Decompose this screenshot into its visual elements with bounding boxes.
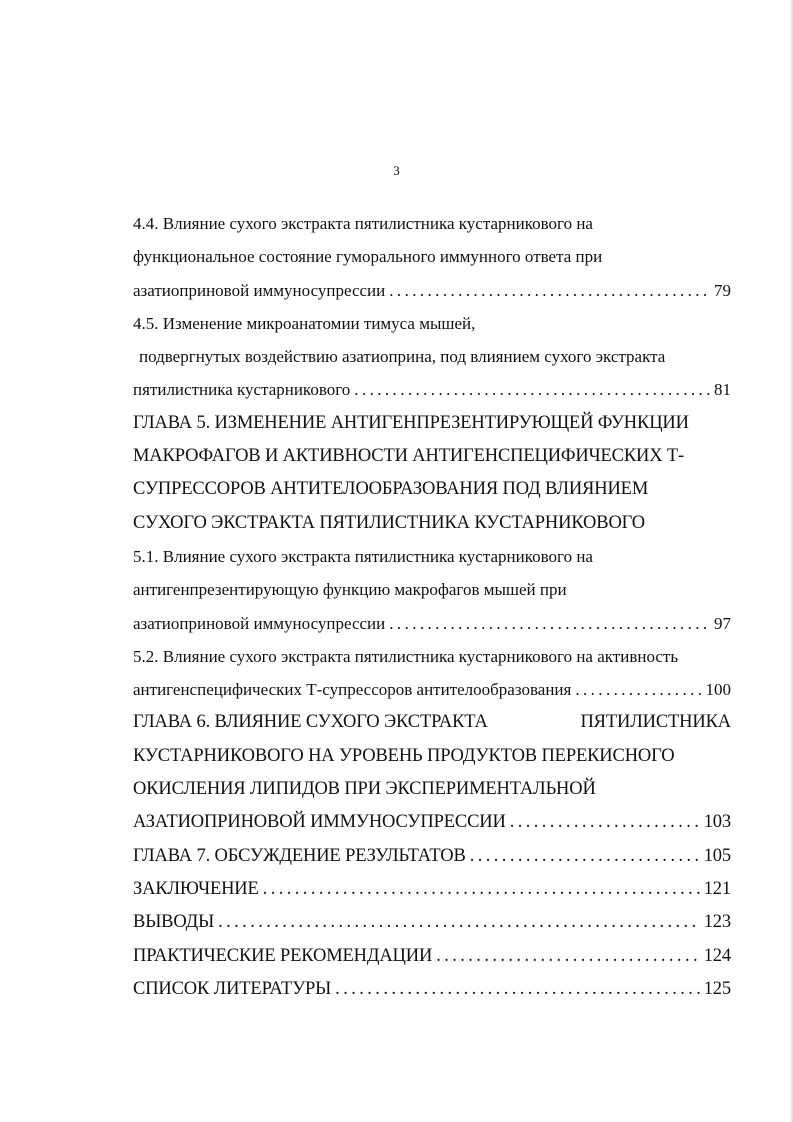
chapter-title-line: МАКРОФАГОВ И АКТИВНОСТИ АНТИГЕНСПЕЦИФИЧЕСКИХ Т-: [133, 446, 685, 467]
entry-title-line: азатиоприновой иммуносупрессии: [133, 613, 386, 633]
dot-leader: [510, 806, 700, 839]
dot-leader: [470, 840, 700, 873]
toc-references[interactable]: [133, 973, 731, 1006]
chapter-leader-line: [133, 873, 731, 906]
page-ref: 97: [714, 613, 731, 633]
toc-chapter-5[interactable]: [133, 407, 731, 540]
dot-leader: [218, 906, 700, 939]
chapter-title-line: ВЫВОДЫ: [133, 912, 215, 933]
page-ref: 124: [703, 945, 731, 966]
toc-entry-5-2[interactable]: [133, 640, 731, 707]
toc-recommendations[interactable]: [133, 940, 731, 973]
table-of-contents: [133, 207, 731, 1006]
page-ref: 81: [714, 380, 731, 400]
page-ref: 79: [714, 280, 731, 300]
dot-leader: [436, 940, 700, 973]
toc-entry-4-4[interactable]: [133, 207, 731, 307]
entry-leader-line: [133, 673, 731, 706]
dot-leader: [335, 973, 700, 1006]
chapter-title-line: АЗАТИОПРИНОВОЙ ИММУНОСУПРЕССИИ: [133, 812, 506, 833]
dot-leader: [354, 373, 710, 406]
entry-title-line: антигенпрезентирующую функцию макрофагов мышей при: [133, 580, 567, 600]
chapter-leader-line: [133, 906, 731, 939]
page-ref: 103: [703, 812, 731, 833]
toc-findings[interactable]: [133, 906, 731, 939]
chapter-leader-line: [133, 840, 731, 873]
chapter-title-line: СПИСОК ЛИТЕРАТУРЫ: [133, 978, 332, 999]
entry-title-line: 5.2. Влияние сухого экстракта пятилистника кустарникового на активность: [133, 646, 679, 666]
page-number: 3: [393, 163, 400, 178]
entry-title-line: азатиоприновой иммуносупрессии: [133, 280, 386, 300]
page-ref: 125: [703, 978, 731, 999]
dot-leader: [575, 673, 701, 706]
entry-leader-line: [133, 373, 731, 406]
chapter-title-line: КУСТАРНИКОВОГО НА УРОВЕНЬ ПРОДУКТОВ ПЕРЕКИСНОГО: [133, 745, 675, 766]
entry-title-line: функциональное состояние гуморального иммунного ответа при: [133, 247, 603, 267]
chapter-title-line: СУПРЕССОРОВ АНТИТЕЛООБРАЗОВАНИЯ ПОД ВЛИЯНИЕМ: [133, 479, 649, 500]
toc-entry-5-1[interactable]: [133, 540, 731, 640]
entry-title-line: 4.5. Изменение микроанатомии тимуса мышей,: [133, 313, 476, 333]
dot-leader: [389, 607, 710, 640]
chapter-title-line: СУХОГО ЭКСТРАКТА ПЯТИЛИСТНИКА КУСТАРНИКОВОГО: [133, 512, 645, 533]
entry-title-line: пятилистника кустарникового: [133, 380, 351, 400]
chapter-leader-line: [133, 973, 731, 1006]
chapter-title-part: ГЛАВА 6. ВЛИЯНИЕ СУХОГО ЭКСТРАКТА: [133, 712, 488, 733]
entry-title-line: 4.4. Влияние сухого экстракта пятилистника кустарникового на: [133, 214, 593, 233]
page-ref: 105: [703, 845, 731, 866]
chapter-leader-line: [133, 806, 731, 839]
page-ref: 123: [703, 912, 731, 933]
chapter-title-line: ПРАКТИЧЕСКИЕ РЕКОМЕНДАЦИИ: [133, 945, 433, 966]
chapter-title-line: ЗАКЛЮЧЕНИЕ: [133, 878, 259, 899]
entry-title-line: подвергнутых воздействию азатиоприна, под влиянием сухого экстракта: [139, 347, 666, 367]
dot-leader: [263, 873, 700, 906]
chapter-title-line: [133, 706, 731, 739]
chapter-title-line: ГЛАВА 5. ИЗМЕНЕНИЕ АНТИГЕНПРЕЗЕНТИРУЮЩЕЙ ФУНКЦИИ: [133, 412, 689, 433]
toc-chapter-6[interactable]: [133, 706, 731, 839]
entry-title-line: антигенспецифических Т-супрессоров антителообразования: [133, 680, 572, 700]
toc-conclusion[interactable]: [133, 873, 731, 906]
page-ref: 100: [705, 680, 731, 700]
chapter-title-line: ОКИСЛЕНИЯ ЛИПИДОВ ПРИ ЭКСПЕРИМЕНТАЛЬНОЙ: [133, 779, 596, 800]
chapter-title-part: ПЯТИЛИСТНИКА: [580, 712, 731, 733]
chapter-leader-line: [133, 940, 731, 973]
toc-chapter-7[interactable]: [133, 840, 731, 873]
page-ref: 121: [703, 878, 731, 899]
entry-title-line: 5.1. Влияние сухого экстракта пятилистника кустарникового на: [133, 546, 593, 566]
entry-leader-line: [133, 274, 731, 307]
entry-leader-line: [133, 607, 731, 640]
toc-entry-4-5[interactable]: [133, 307, 731, 407]
chapter-title-line: ГЛАВА 7. ОБСУЖДЕНИЕ РЕЗУЛЬТАТОВ: [133, 845, 466, 866]
dot-leader: [389, 274, 710, 307]
